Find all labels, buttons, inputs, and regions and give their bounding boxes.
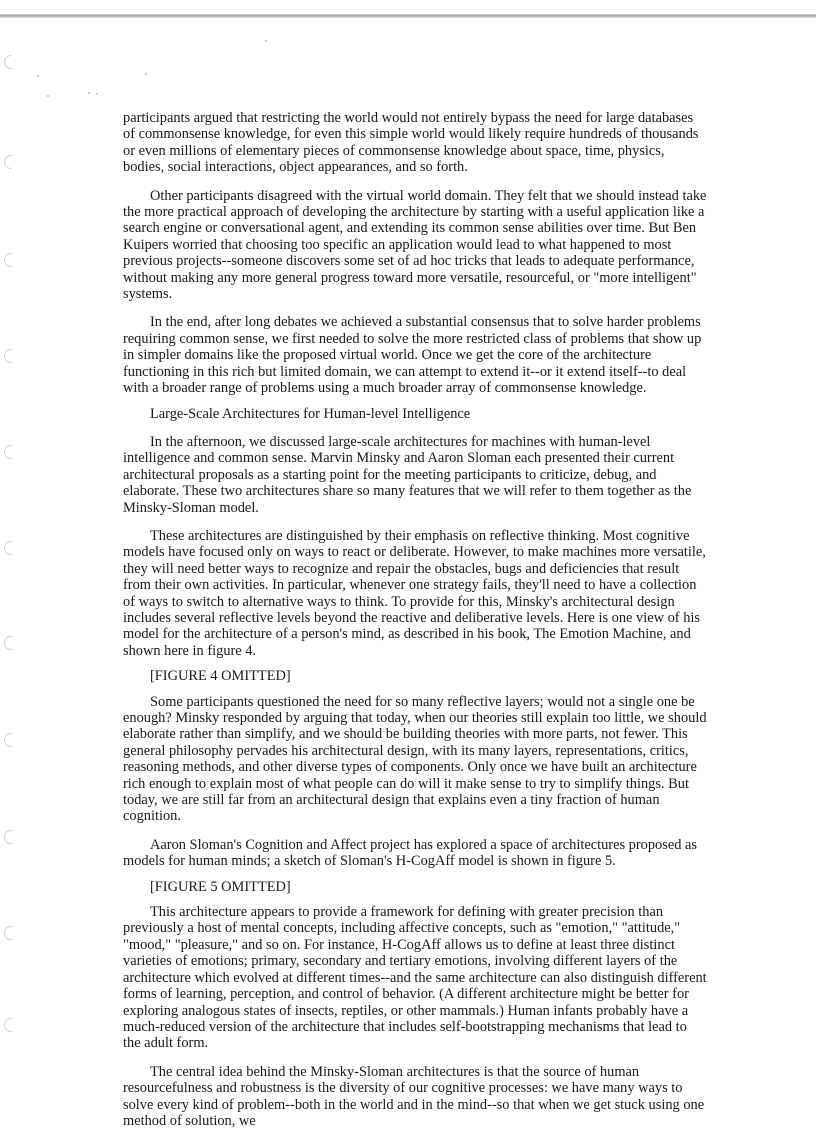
paragraph: These architectures are distinguished by their emphasis on reflective thinking. Most cognitive models have focused only on ways to react or deliberate. However, to make machines more versatile, they will need better ways to recognize and repair the obstacles, bugs and deficiencies that result from their own activities. In particular, whenever one strategy fails, they'll need to have a collection of ways to switch to alternative ways to think. To provide for this, Minsky's architectural design includes several reflective levels beyond the reactive and deliberative levels. Here is one view of his model for the architecture of a person's mind, as described in his book, The Emotion Machine, and shown here in figure 4. [123, 527, 706, 659]
paragraph: This architecture appears to provide a framework for defining with greater precision than previously a host of mental concepts, including affective concepts, such as "emotion," "attitude," "mood," "pleasure," and so on. For instance, H-CogAff allows us to define at least three distinct varieties of emotions; primary, secondary and tertiary emotions, involving different layers of the architecture which evolved at different times--and the same architecture can also distinguish different forms of learning, perception, and control of behavior. (A different architecture might be better for exploring analogous states of insects, reptiles, or other mammals.) Human infants probably have a much-reduced version of the architecture that includes self-bootstrapping mechanisms that lead to the adult form. [123, 904, 707, 1052]
scan-speck [37, 75, 39, 77]
binder-hole-mark [4, 1018, 12, 1032]
binder-hole-mark [4, 155, 12, 169]
binder-hole-mark [4, 926, 12, 940]
binder-hole-mark [4, 55, 12, 69]
scan-speck [265, 40, 267, 42]
section-heading: Large-Scale Architectures for Human-level Intelligence [150, 405, 471, 422]
scan-speck [96, 93, 98, 95]
binder-hole-mark [4, 349, 12, 363]
scan-speck [145, 73, 147, 75]
binder-hole-mark [4, 636, 12, 650]
figure-placeholder: [FIGURE 4 OMITTED] [150, 668, 291, 685]
paragraph: In the end, after long debates we achieved a substantial consensus that to solve harder problems requiring common sense, we first needed to solve the more restricted class of problems that show up in simpler domains like the proposed virtual world. Once we get the core of the architecture functioning in this rich but limited domain, we can attempt to extend it--or it extend itself--to deal with a broader range of problems using a much broader array of commonsense knowledge. [123, 314, 702, 397]
binder-hole-mark [4, 253, 12, 267]
binder-hole-mark [4, 830, 12, 844]
paragraph: In the afternoon, we discussed large-scale architectures for machines with human-level intelligence and common sense. Marvin Minsky and Aaron Sloman each presented their current architectural proposals as a starting point for the meeting participants to criticize, debug, and elaborate. These two architectures share so many features that we will refer to them together as the Minsky-Sloman model. [123, 433, 692, 516]
binder-hole-mark [4, 733, 12, 747]
paragraph: Some participants questioned the need for so many reflective layers; would not a single one be enough? Minsky responded by arguing that today, when our theories still explain too little, we should elaborate rather than simplify, and we should be building theories with more parts, not fewer. This general philosophy pervades his architectural design, with its many layers, representations, critics, reasoning methods, and other diverse types of components. Only once we have built an architecture rich enough to explain most of what people can do will it make sense to try to simplify things. But today, we are still far from an architectural design that explains even a tiny fraction of human cognition. [123, 693, 707, 825]
scan-edge-line [0, 14, 816, 18]
paragraph: participants argued that restricting the world would not entirely bypass the need for large databases of commonsense knowledge, for even this simple world would likely require hundreds of thousands or even millions of elementary pieces of commonsense knowledge about space, time, physics, bodies, social interactions, object appearances, and so forth. [123, 110, 699, 176]
paragraph: The central idea behind the Minsky-Sloman architectures is that the source of human resourcefulness and robustness is the diversity of our cognitive processes: we have many ways to solve every kind of problem--both in the world and in the mind--so that when we get stuck using one method of solution, we [123, 1063, 705, 1129]
paragraph: Aaron Sloman's Cognition and Affect project has explored a space of architectures proposed as models for human minds; a sketch of Sloman's H-CogAff model is shown in figure 5. [123, 836, 698, 870]
paragraph: Other participants disagreed with the virtual world domain. They felt that we should instead take the more practical approach of developing the architecture by starting with a useful application like a search engine or conversational agent, and extending its common sense abilities over time. But Ben Kuipers worried that choosing too specific an application would lead to what happened to most previous projects--someone discovers some set of ad hoc tricks that leads to adequate performance, without making any more general progress toward more versatile, resourceful, or "more intelligent" systems. [123, 187, 707, 303]
scan-speck [47, 95, 49, 97]
figure-placeholder: [FIGURE 5 OMITTED] [150, 878, 291, 895]
binder-hole-mark [4, 541, 12, 555]
scan-speck [88, 92, 90, 94]
binder-hole-mark [4, 445, 12, 459]
document-body [123, 110, 707, 1129]
